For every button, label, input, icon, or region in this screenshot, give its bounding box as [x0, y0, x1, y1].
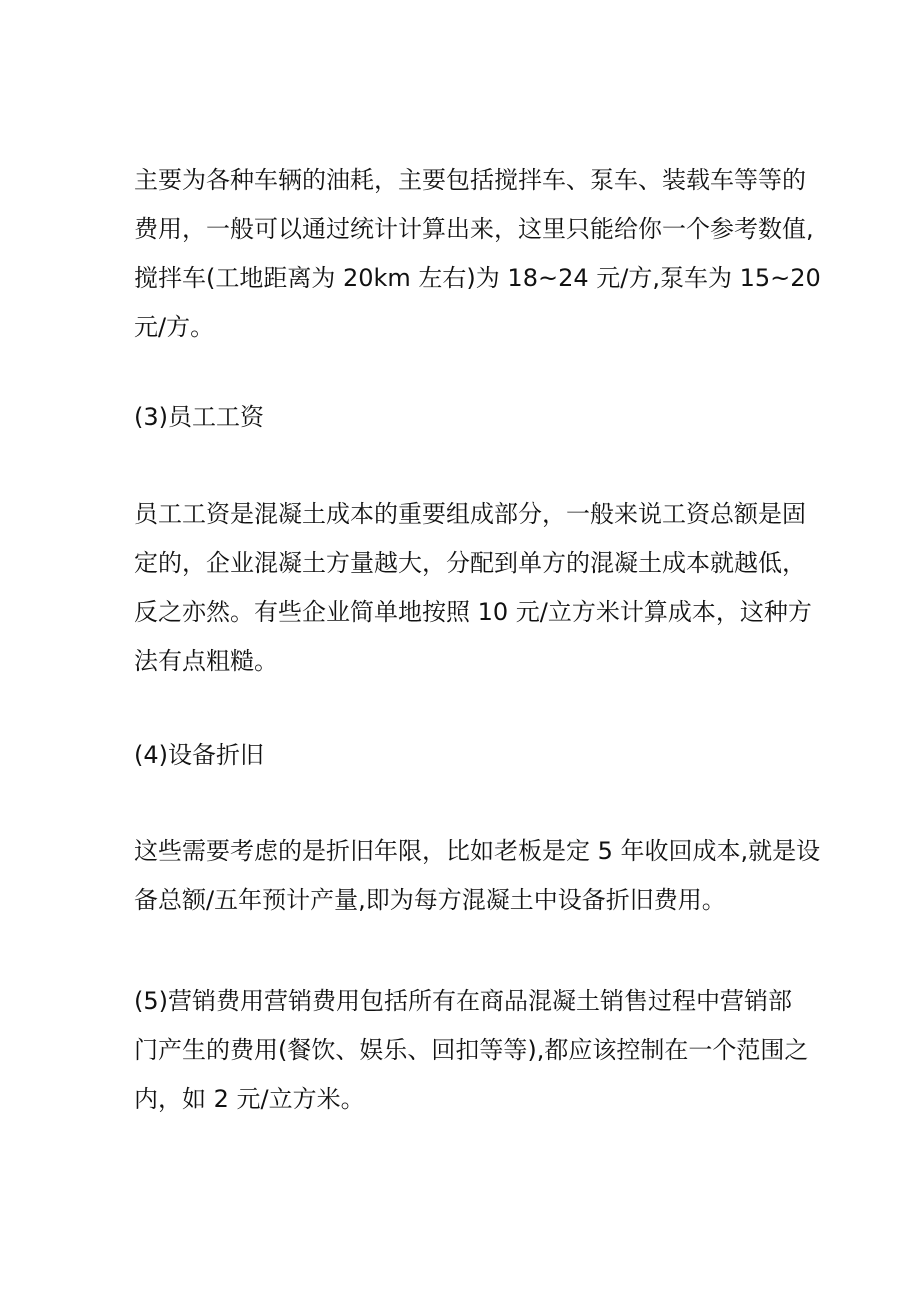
paragraph-line: 定的，企业混凝土方量越大，分配到单方的混凝土成本就越低， [134, 549, 806, 577]
paragraph-marketing [134, 983, 814, 1117]
paragraph-line: 门产生的费用(餐饮、娱乐、回扣等等),都应该控制在一个范围之 [134, 1036, 809, 1064]
paragraph-depreciation [134, 833, 821, 918]
paragraph-line: (5)营销费用营销费用包括所有在商品混凝土销售过程中营销部 [134, 987, 792, 1015]
paragraph-line: 内，如 2 元/立方米。 [134, 1085, 365, 1113]
paragraph-line: 费用，一般可以通过统计计算出来，这里只能给你一个参考数值, [134, 215, 814, 243]
section-heading-wages: (3)员工工资 [134, 403, 264, 431]
paragraph-fuel-cost [134, 162, 821, 345]
section-heading-depreciation: (4)设备折旧 [134, 741, 264, 769]
paragraph-line: 法有点粗糙。 [134, 647, 278, 675]
paragraph-line: 这些需要考虑的是折旧年限，比如老板是定 5 年收回成本,就是设 [134, 837, 821, 865]
paragraph-wages [134, 496, 814, 679]
paragraph-line: 备总额/五年预计产量,即为每方混凝土中设备折旧费用。 [134, 886, 726, 914]
paragraph-line: 员工工资是混凝土成本的重要组成部分，一般来说工资总额是固 [134, 500, 806, 528]
paragraph-line: 反之亦然。有些企业简单地按照 10 元/立方米计算成本，这种方 [134, 598, 812, 626]
paragraph-line: 元/方。 [134, 313, 215, 341]
paragraph-line: 搅拌车(工地距离为 20km 左右)为 18~24 元/方,泵车为 15~20 [134, 264, 821, 292]
paragraph-line: 主要为各种车辆的油耗，主要包括搅拌车、泵车、装载车等等的 [134, 166, 806, 194]
